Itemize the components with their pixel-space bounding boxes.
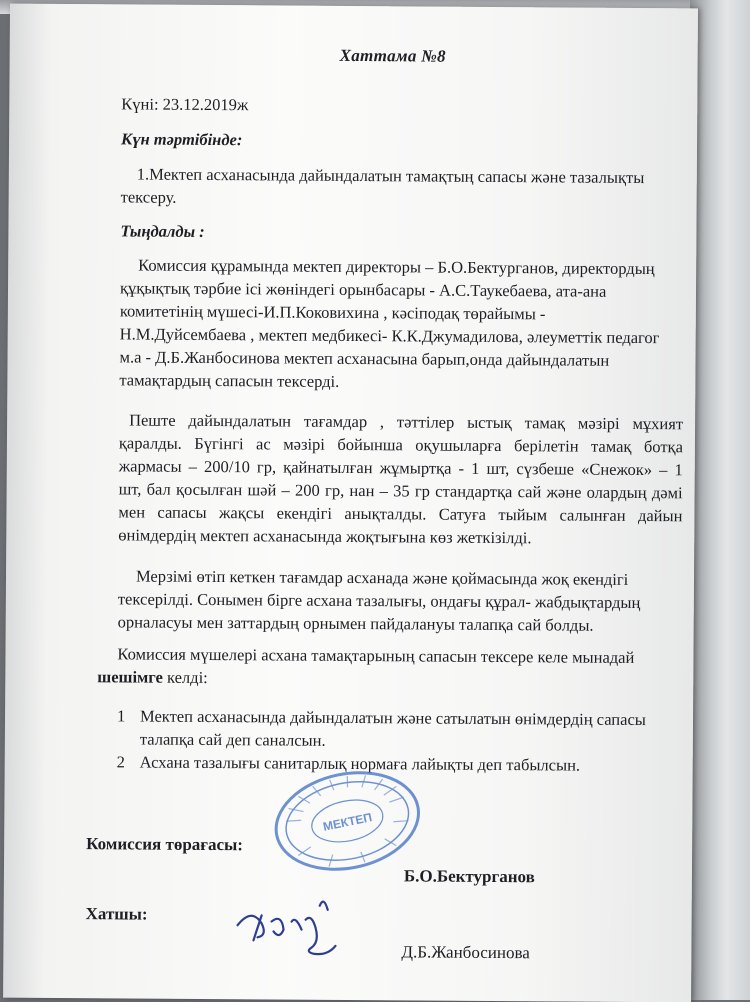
paragraph3-line: Мерзімі өтіп кеткен тағамдар асханада және қоймасында жоқ екендігі [135,566,629,589]
paragraph1-line: Н.М.Дуйсембаева , мектеп медбикесі- К.К.Джумадилова, әлеуметтік педагог [119,324,660,348]
stamp-text: МЕКТЕП [321,810,374,834]
listened-heading: Тыңдалды : [120,221,205,241]
paragraph2-line: мен сапасы жақсы екендігі анықталды. Сатуға тыйым салынған дайын [118,502,683,526]
secretary-label: Хатшы: [85,904,148,924]
paragraph2-line: өнімдердің мектеп асханасында жоқтығына көз жеткізілді. [118,525,532,548]
agenda-item-line: тексеру. [120,187,177,207]
document-page [3,4,698,1002]
chair-name: Б.О.Бектурганов [403,866,535,887]
decision-number: 2 [116,752,126,772]
decision-word: шешімге [97,667,163,687]
secretary-name: Д.Б.Жанбосинова [401,942,530,963]
decision-intro [97,665,208,689]
paragraph1-line: құқықтық тәрбие ісі жөніндегі орынбасары - А.С.Таукебаева, ата-ана [119,278,607,301]
decision-number: 1 [116,706,126,726]
paragraph3-line: тексерілді. Сонымен бірге асхана тазалығы, ондағы құрал- жабдықтардың [117,589,641,613]
paragraph2-line: жармасы – 200/10 гр, қайнатылған жұмыртқа - 1 шт, сүзбеше «Снежок» – 1 [118,456,683,480]
date-line: Күні: 23.12.2019ж [121,94,249,115]
paragraph1-line: тамақтардың сапасын тексерді. [119,370,340,391]
paragraph1-line: м.а - Д.Б.Жанбосинова мектеп асханасына барып,онда дайындалатын [119,347,610,370]
paragraph2-line: Пеште дайындалатын тағамдар , тәттілер ыстық тамақ мәзірі мұхият [129,410,684,434]
paragraph1-line: Комиссия құрамында мектеп директоры – Б.О.Бектурганов, директордың [138,255,655,279]
secretary-signature [231,885,352,961]
document-title: Хаттама №8 [339,45,446,66]
decision-line: талапқа сай деп саналсын. [139,729,326,750]
agenda-item-line: 1.Мектеп асханасында дайындалатын тамақтың сапасы және тазалықты [136,164,645,188]
background-right [690,0,750,1000]
decision-line: Мектеп асханасында дайындалатын және сатылатын өнімдердің сапасы [139,706,646,730]
agenda-heading: Күн тәртібінде: [121,129,243,150]
document-body [3,4,698,1002]
paragraph1-line: комитетінің мүшесі-И.П.Коковихина , кәсіподақ төрайымы - [119,301,546,324]
decision-rest: келді: [162,667,208,687]
decision-line: Асхана тазалығы санитарлық нормаға лайықты деп табылсын. [139,752,581,775]
paragraph2-line: қаралды. Бүгінгі ас мәзірі бойынша оқушыларға берілетін тамақ ботқа [118,433,683,457]
chair-label: Комиссия төрағасы: [86,834,244,855]
paragraph2-line: шт, бал қосылған шәй – 200 гр, нан – 35 гр стандартқа сай және олардың дәмі [118,479,683,503]
paragraph3-line: орналасуы мен заттардың орнымен пайдалануы талапқа сай болды. [117,612,594,635]
signature-text: Жан [231,959,234,961]
paragraph4-line: Комиссия мүшелері асхана тамақтарының сапасын тексере келе мынадай [117,644,635,667]
